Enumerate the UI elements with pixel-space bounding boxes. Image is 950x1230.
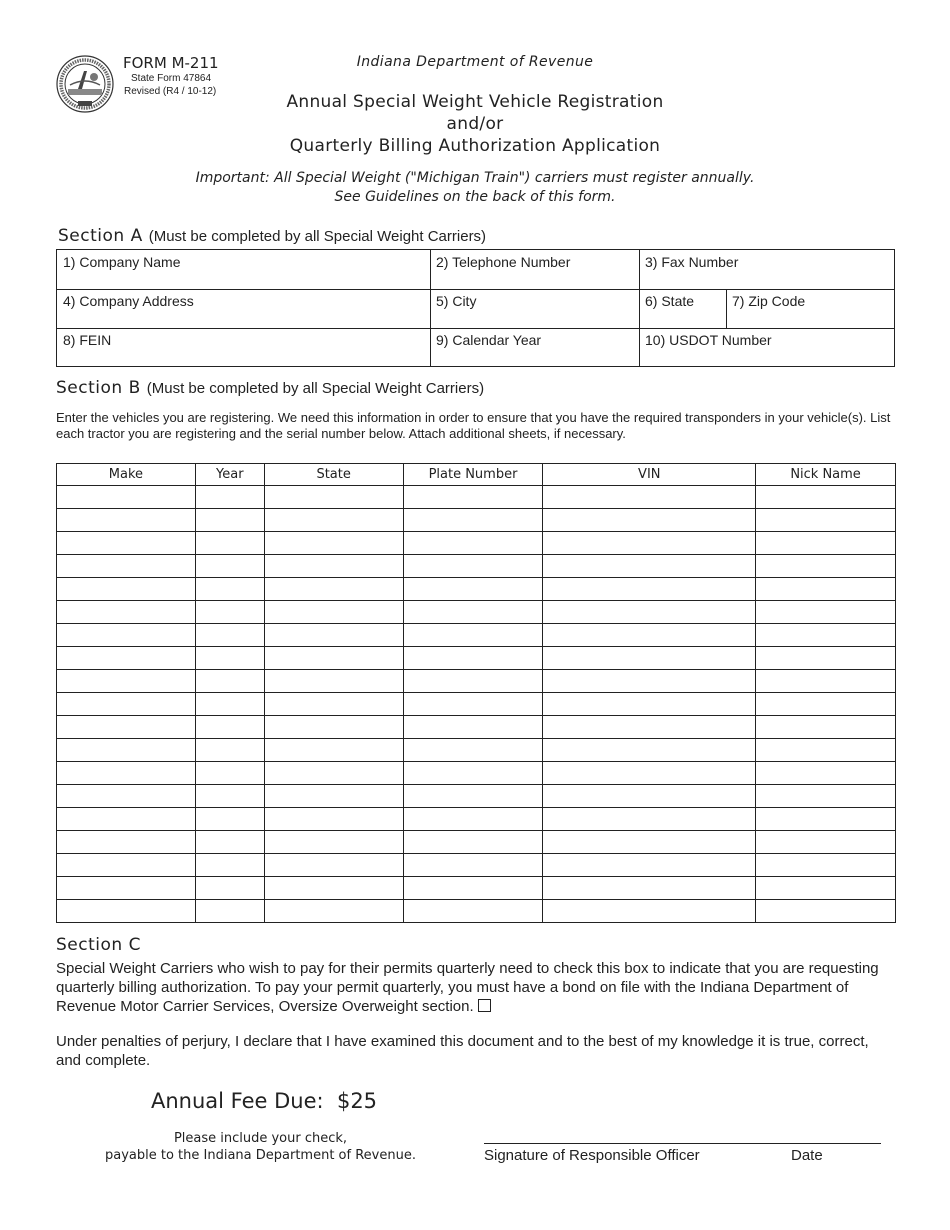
section-b-note: (Must be completed by all Special Weight Carriers) bbox=[146, 380, 485, 397]
column-header-plate-number: Plate Number bbox=[403, 464, 543, 486]
vehicle-state-cell[interactable] bbox=[264, 762, 403, 785]
vehicle-vin-cell[interactable] bbox=[543, 808, 756, 831]
calendar-year-label: 9) Calendar Year bbox=[436, 332, 542, 348]
vehicle-vin-cell[interactable] bbox=[543, 854, 756, 877]
telephone-field[interactable] bbox=[430, 250, 639, 289]
city-field[interactable] bbox=[430, 289, 639, 328]
vehicle-year-cell[interactable] bbox=[195, 555, 264, 578]
fax-field[interactable] bbox=[639, 250, 894, 289]
vehicle-plate-number-cell[interactable] bbox=[403, 831, 543, 854]
fein-label: 8) FEIN bbox=[63, 332, 112, 348]
vehicle-plate-number-cell[interactable] bbox=[403, 486, 543, 509]
vehicle-plate-number-cell[interactable] bbox=[403, 532, 543, 555]
zip-code-label: 7) Zip Code bbox=[732, 293, 806, 309]
vehicle-plate-number-cell[interactable] bbox=[403, 624, 543, 647]
vehicle-plate-number-cell[interactable] bbox=[403, 716, 543, 739]
company-address-field[interactable] bbox=[57, 289, 430, 328]
vehicle-state-cell[interactable] bbox=[264, 578, 403, 601]
vehicle-nick-name-cell[interactable] bbox=[756, 785, 896, 808]
vehicle-row bbox=[57, 624, 896, 647]
vehicle-make-cell[interactable] bbox=[57, 601, 196, 624]
vehicle-nick-name-cell[interactable] bbox=[756, 578, 896, 601]
perjury-declaration: Under penalties of perjury, I declare that I have examined this document and to the best of my knowledge it is true, correct, and complete. bbox=[56, 1033, 869, 1069]
vehicle-row bbox=[57, 831, 896, 854]
vehicle-vin-cell[interactable] bbox=[543, 785, 756, 808]
vehicle-row bbox=[57, 578, 896, 601]
quarterly-billing-text bbox=[56, 959, 896, 1016]
form-title-line3: Quarterly Billing Authorization Application bbox=[289, 136, 661, 156]
vehicle-vin-cell[interactable] bbox=[543, 693, 756, 716]
vehicle-nick-name-cell[interactable] bbox=[756, 555, 896, 578]
vehicle-row bbox=[57, 900, 896, 923]
vehicle-nick-name-cell[interactable] bbox=[756, 509, 896, 532]
annual-fee-label: Annual Fee Due: bbox=[151, 1089, 324, 1113]
vehicle-state-cell[interactable] bbox=[264, 670, 403, 693]
vehicle-year-cell[interactable] bbox=[195, 854, 264, 877]
vehicle-make-cell[interactable] bbox=[57, 808, 196, 831]
vehicle-plate-number-cell[interactable] bbox=[403, 509, 543, 532]
vehicle-nick-name-cell[interactable] bbox=[756, 601, 896, 624]
vehicle-plate-number-cell[interactable] bbox=[403, 785, 543, 808]
vehicle-nick-name-cell[interactable] bbox=[756, 716, 896, 739]
vehicle-vin-cell[interactable] bbox=[543, 739, 756, 762]
vehicle-nick-name-cell[interactable] bbox=[756, 486, 896, 509]
company-address-label: 4) Company Address bbox=[63, 293, 194, 309]
vehicle-make-cell[interactable] bbox=[57, 693, 196, 716]
vehicle-year-cell[interactable] bbox=[195, 762, 264, 785]
vehicle-row bbox=[57, 670, 896, 693]
date-label: Date bbox=[791, 1147, 823, 1164]
payment-instructions bbox=[98, 1130, 423, 1164]
annual-fee bbox=[151, 1089, 377, 1113]
vehicle-state-cell[interactable] bbox=[264, 900, 403, 923]
vehicle-nick-name-cell[interactable] bbox=[756, 762, 896, 785]
vehicle-row bbox=[57, 808, 896, 831]
quarterly-billing-checkbox[interactable] bbox=[478, 999, 491, 1012]
vehicle-make-cell[interactable] bbox=[57, 785, 196, 808]
vehicle-year-cell[interactable] bbox=[195, 647, 264, 670]
vehicle-plate-number-cell[interactable] bbox=[403, 601, 543, 624]
vehicle-state-cell[interactable] bbox=[264, 555, 403, 578]
vehicle-state-cell[interactable] bbox=[264, 647, 403, 670]
form-title-line1: Annual Special Weight Vehicle Registration bbox=[286, 92, 664, 112]
section-b-heading bbox=[56, 378, 484, 398]
vehicle-row bbox=[57, 854, 896, 877]
vehicle-make-cell[interactable] bbox=[57, 647, 196, 670]
department-name: Indiana Department of Revenue bbox=[356, 54, 594, 70]
vehicle-nick-name-cell[interactable] bbox=[756, 670, 896, 693]
vehicle-year-cell[interactable] bbox=[195, 693, 264, 716]
vehicle-vin-cell[interactable] bbox=[543, 900, 756, 923]
vehicle-vin-cell[interactable] bbox=[543, 555, 756, 578]
vehicle-year-cell[interactable] bbox=[195, 739, 264, 762]
vehicle-make-cell[interactable] bbox=[57, 670, 196, 693]
vehicle-year-cell[interactable] bbox=[195, 486, 264, 509]
vehicle-year-cell[interactable] bbox=[195, 601, 264, 624]
signature-label: Signature of Responsible Officer bbox=[484, 1147, 700, 1164]
vehicle-row bbox=[57, 762, 896, 785]
vehicle-state-cell[interactable] bbox=[264, 877, 403, 900]
vehicle-nick-name-cell[interactable] bbox=[756, 739, 896, 762]
vehicle-row bbox=[57, 785, 896, 808]
vehicle-vin-cell[interactable] bbox=[543, 716, 756, 739]
vehicle-year-cell[interactable] bbox=[195, 808, 264, 831]
zip-code-field[interactable] bbox=[726, 289, 894, 328]
section-b-instructions: Enter the vehicles you are registering. We need this information in order to ensure that you have the required transponders in your vehicle(s). List each tractor you are registering and the serial number below. Attach additional sheets, if necessary. bbox=[56, 410, 891, 441]
vehicle-year-cell[interactable] bbox=[195, 532, 264, 555]
vehicle-year-cell[interactable] bbox=[195, 670, 264, 693]
vehicle-year-cell[interactable] bbox=[195, 624, 264, 647]
payment-line2: payable to the Indiana Department of Revenue. bbox=[105, 1148, 416, 1163]
vehicle-nick-name-cell[interactable] bbox=[756, 900, 896, 923]
vehicle-nick-name-cell[interactable] bbox=[756, 877, 896, 900]
column-header-state: State bbox=[264, 464, 403, 486]
vehicle-state-cell[interactable] bbox=[264, 532, 403, 555]
vehicle-state-cell[interactable] bbox=[264, 785, 403, 808]
payment-line1: Please include your check, bbox=[173, 1131, 348, 1146]
vehicle-plate-number-cell[interactable] bbox=[403, 578, 543, 601]
state-form-number: State Form 47864 bbox=[131, 73, 212, 84]
vehicle-state-cell[interactable] bbox=[264, 739, 403, 762]
vehicle-vin-cell[interactable] bbox=[543, 647, 756, 670]
vehicle-nick-name-cell[interactable] bbox=[756, 647, 896, 670]
vehicle-make-cell[interactable] bbox=[57, 854, 196, 877]
vehicle-vin-cell[interactable] bbox=[543, 670, 756, 693]
vehicle-plate-number-cell[interactable] bbox=[403, 670, 543, 693]
vehicle-row bbox=[57, 486, 896, 509]
vehicle-vin-cell[interactable] bbox=[543, 877, 756, 900]
vehicle-plate-number-cell[interactable] bbox=[403, 877, 543, 900]
important-line1: Important: All Special Weight ("Michigan Train") carriers must register annually. bbox=[195, 170, 755, 186]
vehicle-vin-cell[interactable] bbox=[543, 831, 756, 854]
vehicle-state-cell[interactable] bbox=[264, 854, 403, 877]
column-header-vin: VIN bbox=[543, 464, 756, 486]
section-a-title: Section A bbox=[58, 226, 143, 246]
vehicle-make-cell[interactable] bbox=[57, 831, 196, 854]
vehicle-state-cell[interactable] bbox=[264, 624, 403, 647]
vehicle-state-cell[interactable] bbox=[264, 831, 403, 854]
vehicle-plate-number-cell[interactable] bbox=[403, 693, 543, 716]
state-field[interactable] bbox=[639, 289, 726, 328]
section-b-title: Section B bbox=[56, 378, 141, 398]
section-a-note: (Must be completed by all Special Weight Carriers) bbox=[148, 228, 487, 245]
vehicle-nick-name-cell[interactable] bbox=[756, 854, 896, 877]
vehicle-row bbox=[57, 555, 896, 578]
revision-date: Revised (R4 / 10-12) bbox=[124, 86, 217, 97]
telephone-label: 2) Telephone Number bbox=[436, 254, 571, 270]
vehicle-vin-cell[interactable] bbox=[543, 624, 756, 647]
vehicle-plate-number-cell[interactable] bbox=[403, 900, 543, 923]
vehicle-row bbox=[57, 739, 896, 762]
vehicle-make-cell[interactable] bbox=[57, 900, 196, 923]
vehicle-plate-number-cell[interactable] bbox=[403, 808, 543, 831]
vehicle-row bbox=[57, 509, 896, 532]
vehicle-row bbox=[57, 877, 896, 900]
vehicle-make-cell[interactable] bbox=[57, 877, 196, 900]
vehicle-row bbox=[57, 716, 896, 739]
quarterly-billing-statement: Special Weight Carriers who wish to pay for their permits quarterly need to check this box to indicate that you are requesting quarterly billing authorization. To pay your permit quarterly, you must have a bond on file with the Indiana Department of Revenue Motor Carrier Services, Oversize Overweight section. bbox=[56, 960, 879, 1015]
vehicle-make-cell[interactable] bbox=[57, 509, 196, 532]
vehicle-row bbox=[57, 532, 896, 555]
vehicle-vin-cell[interactable] bbox=[543, 486, 756, 509]
fax-label: 3) Fax Number bbox=[645, 254, 739, 270]
vehicle-nick-name-cell[interactable] bbox=[756, 624, 896, 647]
vehicle-make-cell[interactable] bbox=[57, 555, 196, 578]
section-a-heading bbox=[58, 226, 486, 246]
column-header-make: Make bbox=[57, 464, 196, 486]
vehicle-vin-cell[interactable] bbox=[543, 601, 756, 624]
important-line2: See Guidelines on the back of this form. bbox=[334, 189, 616, 205]
vehicle-make-cell[interactable] bbox=[57, 532, 196, 555]
vehicle-make-cell[interactable] bbox=[57, 762, 196, 785]
vehicle-state-cell[interactable] bbox=[264, 601, 403, 624]
vehicle-make-cell[interactable] bbox=[57, 486, 196, 509]
fein-field[interactable] bbox=[57, 328, 430, 366]
state-label: 6) State bbox=[645, 293, 695, 309]
signature-line[interactable] bbox=[484, 1143, 881, 1144]
vehicle-plate-number-cell[interactable] bbox=[403, 647, 543, 670]
column-header-year: Year bbox=[195, 464, 264, 486]
vehicle-vin-cell[interactable] bbox=[543, 532, 756, 555]
section-c-heading: Section C bbox=[56, 935, 141, 955]
vehicle-row bbox=[57, 693, 896, 716]
vehicle-plate-number-cell[interactable] bbox=[403, 854, 543, 877]
vehicle-table bbox=[56, 463, 896, 923]
vehicle-year-cell[interactable] bbox=[195, 509, 264, 532]
vehicle-vin-cell[interactable] bbox=[543, 509, 756, 532]
vehicle-table-header bbox=[57, 464, 896, 486]
vehicle-row bbox=[57, 601, 896, 624]
vehicle-nick-name-cell[interactable] bbox=[756, 808, 896, 831]
vehicle-state-cell[interactable] bbox=[264, 693, 403, 716]
vehicle-year-cell[interactable] bbox=[195, 578, 264, 601]
vehicle-year-cell[interactable] bbox=[195, 716, 264, 739]
usdot-number-field[interactable] bbox=[639, 328, 894, 366]
company-name-label: 1) Company Name bbox=[63, 254, 181, 270]
vehicle-state-cell[interactable] bbox=[264, 486, 403, 509]
vehicle-year-cell[interactable] bbox=[195, 900, 264, 923]
vehicle-vin-cell[interactable] bbox=[543, 762, 756, 785]
vehicle-state-cell[interactable] bbox=[264, 808, 403, 831]
vehicle-make-cell[interactable] bbox=[57, 624, 196, 647]
vehicle-make-cell[interactable] bbox=[57, 716, 196, 739]
company-name-field[interactable] bbox=[57, 250, 430, 289]
vehicle-plate-number-cell[interactable] bbox=[403, 762, 543, 785]
vehicle-vin-cell[interactable] bbox=[543, 578, 756, 601]
vehicle-state-cell[interactable] bbox=[264, 509, 403, 532]
column-header-nick-name: Nick Name bbox=[756, 464, 896, 486]
vehicle-nick-name-cell[interactable] bbox=[756, 532, 896, 555]
usdot-number-label: 10) USDOT Number bbox=[645, 332, 772, 348]
vehicle-nick-name-cell[interactable] bbox=[756, 831, 896, 854]
vehicle-year-cell[interactable] bbox=[195, 877, 264, 900]
city-label: 5) City bbox=[436, 293, 477, 309]
vehicle-year-cell[interactable] bbox=[195, 785, 264, 808]
vehicle-make-cell[interactable] bbox=[57, 739, 196, 762]
form-number: FORM M-211 bbox=[123, 54, 219, 72]
vehicle-make-cell[interactable] bbox=[57, 578, 196, 601]
section-a-grid bbox=[56, 249, 895, 367]
vehicle-plate-number-cell[interactable] bbox=[403, 739, 543, 762]
vehicle-nick-name-cell[interactable] bbox=[756, 693, 896, 716]
vehicle-state-cell[interactable] bbox=[264, 716, 403, 739]
vehicle-plate-number-cell[interactable] bbox=[403, 555, 543, 578]
important-notice bbox=[0, 169, 950, 207]
vehicle-year-cell[interactable] bbox=[195, 831, 264, 854]
vehicle-row bbox=[57, 647, 896, 670]
annual-fee-amount: $25 bbox=[336, 1089, 378, 1113]
form-title-line2: and/or bbox=[446, 114, 504, 134]
calendar-year-field[interactable] bbox=[430, 328, 639, 366]
